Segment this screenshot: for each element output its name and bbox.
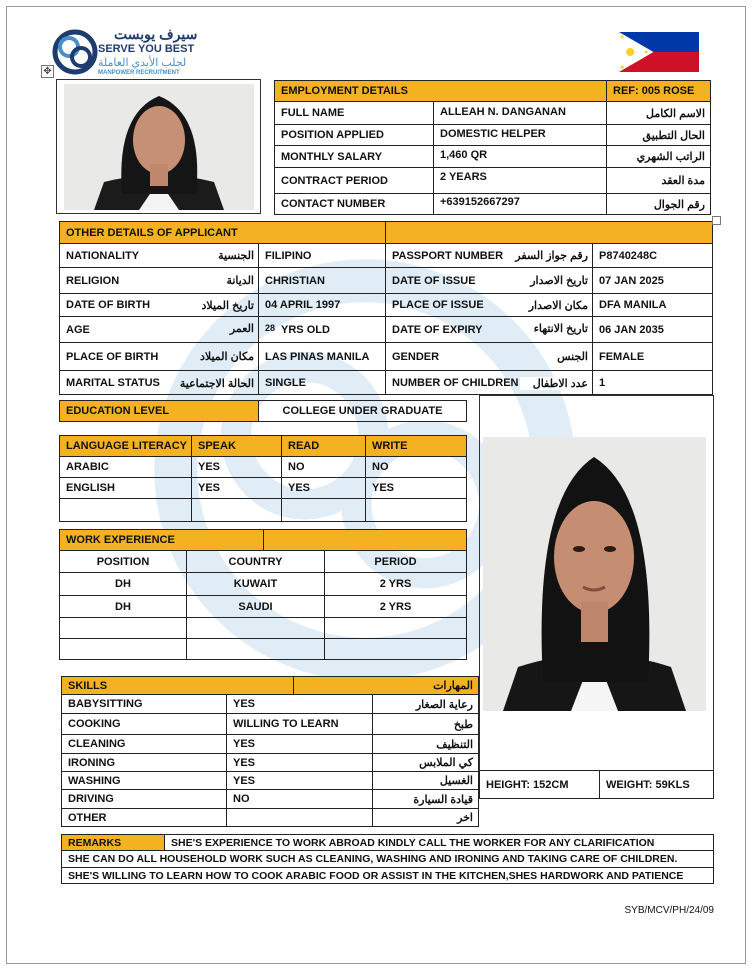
logo-knot-icon [52,28,98,76]
date-of-birth-label: DATE OF BIRTH [59,293,259,317]
skill-other-label: OTHER [61,808,227,827]
place-of-birth-value: LAS PINAS MANILA [258,342,386,371]
reference-number: REF: 005 ROSE [606,80,711,102]
date-of-birth-arabic: تاريخ الميلاد [201,300,254,312]
move-handle-icon[interactable]: ✥ [41,65,54,78]
work-row-2-country: SAUDI [186,595,325,618]
skill-babysitting-value: YES [226,694,373,714]
number-of-children-label: NUMBER OF CHILDREN [385,370,593,395]
passport-number-value: P8740248C [592,243,713,268]
skill-washing-label: WASHING [61,771,227,790]
skill-cooking-value: WILLING TO LEARN [226,713,373,735]
date-of-issue-value: 07 JAN 2025 [592,267,713,294]
arabic-write: NO [365,456,467,478]
skill-driving-value: NO [226,789,373,809]
language-empty-cell [191,498,282,522]
contact-number-value: +639152667297 [433,193,607,215]
company-logo [52,28,202,78]
place-of-issue-arabic: مكان الاصدار [528,300,588,312]
document-code: SYB/MCV/PH/24/09 [624,905,714,916]
contract-period-arabic: مدة العقد [606,167,711,194]
nationality-arabic: الجنسية [218,250,254,262]
arabic-speak: YES [191,456,282,478]
english-read: YES [281,477,366,499]
work-row-1-country: KUWAIT [186,572,325,596]
table-resize-handle[interactable] [712,216,721,225]
place-of-issue-label: PLACE OF ISSUE [385,293,593,317]
gender-value: FEMALE [592,342,713,371]
monthly-salary-arabic: الراتب الشهري [606,145,711,168]
language-header: LANGUAGE LITERACY [59,435,192,457]
speak-header: SPEAK [191,435,282,457]
read-header: READ [281,435,366,457]
age-arabic: العمر [229,323,254,335]
work-experience-header-right [263,529,467,551]
skill-cleaning-label: CLEANING [61,734,227,754]
logo-sub: MANPOWER RECRUITMENT [98,70,180,76]
philippines-flag [612,32,706,72]
skill-ironing-value: YES [226,753,373,772]
language-empty-row [59,498,192,522]
work-row-1-position: DH [59,572,187,596]
position-header: POSITION [59,550,187,573]
full-name-arabic: الاسم الكامل [606,101,711,125]
skills-header-arabic: المهارات [293,676,479,695]
remarks-line-3: SHE'S WILLING TO LEARN HOW TO COOK ARABIC FOOD OR ASSIST IN THE KITCHEN,SHES HARDWORK AND PATIENCE [61,867,714,884]
religion-value: CHRISTIAN [258,267,386,294]
marital-status-label: MARITAL STATUS [59,370,259,395]
place-of-birth-label: PLACE OF BIRTH [59,342,259,371]
write-header: WRITE [365,435,467,457]
other-details-header-right [385,221,713,244]
period-header: PERIOD [324,550,467,573]
position-applied-value: DOMESTIC HELPER [433,124,607,146]
logo-arabic-sub: لجلب الأيدي العاملة [98,57,187,69]
education-level-value: COLLEGE UNDER GRADUATE [258,400,467,422]
weight-value: WEIGHT: 59KLS [599,770,714,799]
skill-cleaning-arabic: التنظيف [372,734,479,754]
gender-arabic: الجنس [557,351,588,363]
work-empty-cell [324,638,467,660]
skill-cooking-arabic: طبخ [372,713,479,735]
religion-arabic: الديانة [226,275,254,287]
passport-number-arabic: رقم جواز السفر [515,250,588,262]
remarks-line-1: SHE'S EXPERIENCE TO WORK ABROAD KINDLY CALL THE WORKER FOR ANY CLARIFICATION [164,834,714,851]
skill-ironing-arabic: كي الملابس [372,753,479,772]
logo-arabic: سيرف يوبست [114,26,198,42]
age-number: 28 [265,322,276,333]
date-of-expiry-value: 06 JAN 2035 [592,316,713,343]
skill-washing-arabic: الغسيل [372,771,479,790]
applicant-photo-small [64,84,254,210]
skill-other-arabic: اخر [372,808,479,827]
work-row-2-period: 2 YRS [324,595,467,618]
skill-other-value [226,808,373,827]
contract-period-value: 2 YEARS [433,167,607,194]
logo-name: SERVE YOU BEST [98,43,195,55]
skill-babysitting-label: BABYSITTING [61,694,227,714]
language-empty-cell [281,498,366,522]
religion-label: RELIGION [59,267,259,294]
skill-cleaning-value: YES [226,734,373,754]
employment-details-header: EMPLOYMENT DETAILS [274,80,607,102]
date-of-birth-value: 04 APRIL 1997 [258,293,386,317]
number-of-children-value: 1 [592,370,713,395]
position-applied-label: POSITION APPLIED [274,124,434,146]
monthly-salary-value: 1,460 QR [433,145,607,168]
marital-status-value: SINGLE [258,370,386,395]
place-of-issue-value: DFA MANILA [592,293,713,317]
gender-label: GENDER [385,342,593,371]
date-of-issue-label: DATE OF ISSUE [385,267,593,294]
remarks-line-2: SHE CAN DO ALL HOUSEHOLD WORK SUCH AS CLEANING, WASHING AND IRONING AND TAKING CARE OF CHILDREN. [61,850,714,868]
skill-driving-arabic: قيادة السيارة [372,789,479,809]
nationality-label: NATIONALITY [59,243,259,268]
skills-header: SKILLS [61,676,294,695]
date-of-issue-arabic: تاريخ الاصدار [530,275,588,287]
other-details-header: OTHER DETAILS OF APPLICANT [59,221,386,244]
contact-number-arabic: رقم الجوال [606,193,711,215]
nationality-value: FILIPINO [258,243,386,268]
position-applied-arabic: الحال التطبيق [606,124,711,146]
full-name-label: FULL NAME [274,101,434,125]
work-row-2-position: DH [59,595,187,618]
date-of-expiry-label: DATE OF EXPIRY [385,316,593,343]
country-header: COUNTRY [186,550,325,573]
date-of-expiry-arabic: تاريخ الانتهاء [533,323,588,335]
remarks-label: REMARKS [61,834,165,851]
monthly-salary-label: MONTHLY SALARY [274,145,434,168]
language-row-arabic: ARABIC [59,456,192,478]
work-experience-header: WORK EXPERIENCE [59,529,264,551]
arabic-read: NO [281,456,366,478]
number-of-children-arabic: عدد الاطفال [520,377,588,390]
age-unit: YRS OLD [281,323,330,336]
language-row-english: ENGLISH [59,477,192,499]
passport-number-label: PASSPORT NUMBER [385,243,593,268]
age-label: AGE [59,316,259,343]
skill-driving-label: DRIVING [61,789,227,809]
place-of-birth-arabic: مكان الميلاد [199,351,254,363]
applicant-photo-large [483,437,706,711]
height-value: HEIGHT: 152CM [479,770,600,799]
education-level-label: EDUCATION LEVEL [59,400,259,422]
contract-period-label: CONTRACT PERIOD [274,167,434,194]
work-empty-cell [186,638,325,660]
full-name-value: ALLEAH N. DANGANAN [433,101,607,125]
skill-washing-value: YES [226,771,373,790]
work-empty-cell [59,638,187,660]
work-empty-cell [186,617,325,639]
english-speak: YES [191,477,282,499]
contact-number-label: CONTACT NUMBER [274,193,434,215]
english-write: YES [365,477,467,499]
work-row-1-period: 2 YRS [324,572,467,596]
work-empty-cell [324,617,467,639]
work-empty-cell [59,617,187,639]
skill-babysitting-arabic: رعاية الصغار [372,694,479,714]
age-value-box [258,316,386,343]
skill-ironing-label: IRONING [61,753,227,772]
language-empty-cell [365,498,467,522]
marital-status-arabic: الحالة الاجتماعية [179,378,254,390]
skill-cooking-label: COOKING [61,713,227,735]
